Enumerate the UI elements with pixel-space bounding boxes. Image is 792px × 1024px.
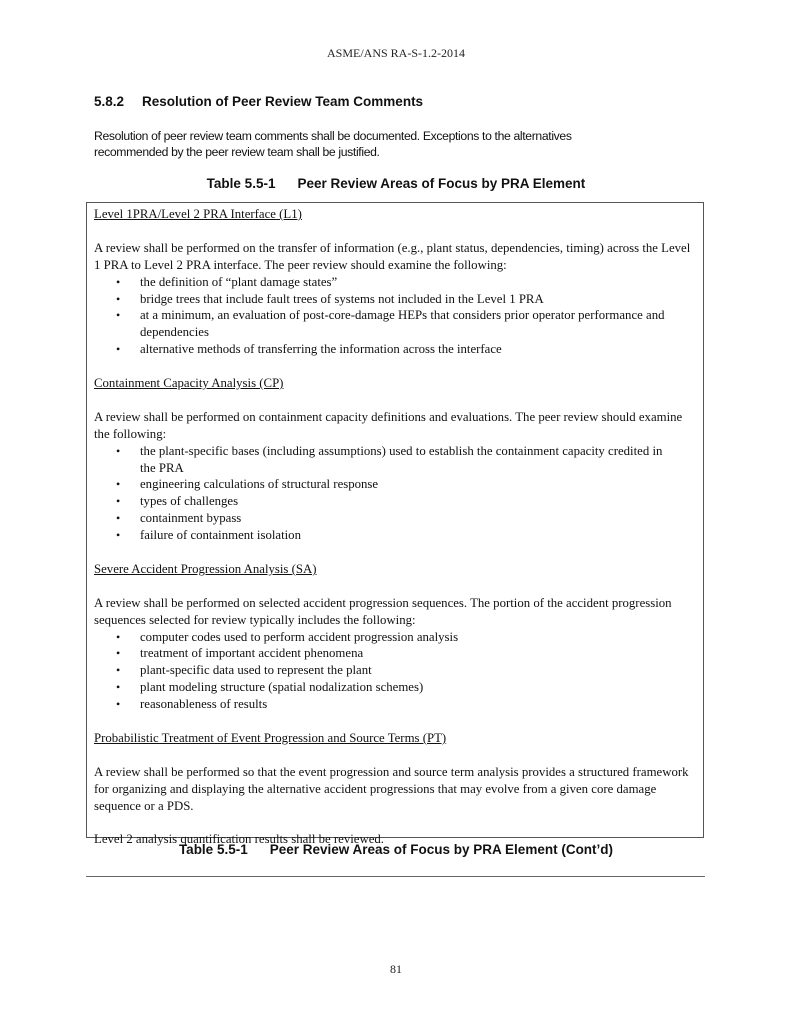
list-item	[116, 291, 697, 308]
list-item-text: engineering calculations of structural response	[140, 477, 379, 492]
bullet-icon: •	[116, 308, 121, 323]
table-caption-title: Peer Review Areas of Focus by PRA Element	[297, 176, 586, 191]
list-item-text: alternative methods of transferring the information across the interface	[140, 342, 502, 357]
block-heading: Containment Capacity Analysis (CP)	[94, 376, 284, 391]
table-caption-title: Peer Review Areas of Focus by PRA Element (Cont’d)	[269, 842, 614, 857]
horizontal-rule	[86, 876, 705, 877]
list-item-text: reasonableness of results	[140, 697, 268, 712]
block-heading: Level 1PRA/Level 2 PRA Interface (L1)	[94, 207, 302, 221]
bullet-icon: •	[116, 342, 121, 357]
list-item	[116, 341, 697, 358]
list-item	[116, 696, 697, 713]
block-final-line: Level 2 analysis quantification results shall be reviewed.	[94, 832, 384, 847]
list-item	[116, 274, 697, 291]
list-item-text: the plant-specific bases (including assumptions) used to establish the containment capacity credited in the PRA	[140, 443, 663, 475]
table-caption-top	[0, 176, 792, 191]
list-item-text: computer codes used to perform accident progression analysis	[140, 629, 459, 644]
bullet-icon: •	[116, 291, 121, 306]
list-item-text: the definition of “plant damage states”	[140, 274, 338, 289]
block-heading: Probabilistic Treatment of Event Progression and Source Terms (PT)	[94, 731, 447, 745]
list-item-text: bridge trees that include fault trees of systems not included in the Level 1 PRA	[140, 291, 544, 306]
table-block-l1	[94, 206, 697, 358]
table-block-pt	[94, 730, 697, 848]
list-item	[116, 629, 697, 646]
page-header-standard-id: ASME/ANS RA-S-1.2-2014	[326, 46, 465, 60]
bullet-list	[94, 629, 697, 714]
section-body	[94, 128, 694, 160]
list-item	[116, 527, 697, 544]
peer-review-table	[86, 202, 704, 847]
section-title: Resolution of Peer Review Team Comments	[142, 94, 424, 109]
bullet-icon: •	[116, 494, 121, 509]
bullet-icon: •	[116, 443, 121, 458]
table-block-sa	[94, 561, 697, 713]
list-item	[116, 510, 697, 527]
bullet-icon: •	[116, 697, 121, 712]
section-heading	[94, 94, 423, 109]
table-caption-bottom	[0, 842, 792, 857]
block-heading: Severe Accident Progression Analysis (SA)	[94, 561, 317, 576]
list-item-text: plant-specific data used to represent the plant	[140, 663, 372, 678]
bullet-icon: •	[116, 663, 121, 678]
table-caption-number: Table 5.5-1	[178, 842, 248, 857]
bullet-icon: •	[116, 528, 121, 543]
list-item	[116, 493, 697, 510]
list-item	[116, 679, 697, 696]
bullet-icon: •	[116, 477, 121, 492]
bullet-list	[94, 443, 697, 544]
list-item	[116, 307, 697, 341]
list-item-text: plant modeling structure (spatial nodalization schemes)	[140, 680, 424, 695]
bullet-icon: •	[116, 511, 121, 526]
bullet-icon: •	[116, 680, 121, 695]
bullet-list	[94, 274, 697, 359]
list-item	[116, 476, 697, 493]
block-paragraph: A review shall be performed so that the event progression and source term analysis provides a structured framework for organizing and displaying the alternative accident progressions that may evolve from a given core damage sequence or a PDS.	[94, 764, 689, 813]
block-paragraph: A review shall be performed on selected accident progression sequences. The portion of the accident progression sequences selected for review typically includes the following:	[94, 595, 672, 627]
list-item-text: types of challenges	[140, 494, 239, 509]
list-item-text: containment bypass	[140, 511, 242, 526]
block-paragraph: A review shall be performed on the transfer of information (e.g., plant status, dependencies, timing) across the Level 1 PRA to Level 2 PRA interface. The peer review should examine the following:	[94, 240, 691, 272]
list-item-text: at a minimum, an evaluation of post-core-damage HEPs that considers prior operator performance and dependencies	[140, 308, 665, 340]
list-item-text: treatment of important accident phenomena	[140, 646, 364, 661]
section-body-line: Resolution of peer review team comments shall be documented. Exceptions to the alternatives	[94, 129, 572, 143]
bullet-icon: •	[116, 629, 121, 644]
list-item	[116, 645, 697, 662]
block-paragraph: A review shall be performed on containment capacity definitions and evaluations. The peer review should examine the following:	[94, 409, 683, 441]
table-block-cp	[94, 375, 697, 544]
section-body-line: recommended by the peer review team shall be justified.	[94, 145, 380, 159]
list-item	[116, 662, 697, 679]
bullet-icon: •	[116, 646, 121, 661]
list-item-text: failure of containment isolation	[140, 528, 301, 543]
table-caption-number: Table 5.5-1	[206, 176, 276, 191]
page-number: 81	[390, 962, 402, 976]
section-number: 5.8.2	[94, 94, 125, 109]
bullet-icon: •	[116, 274, 121, 289]
list-item	[116, 443, 697, 477]
